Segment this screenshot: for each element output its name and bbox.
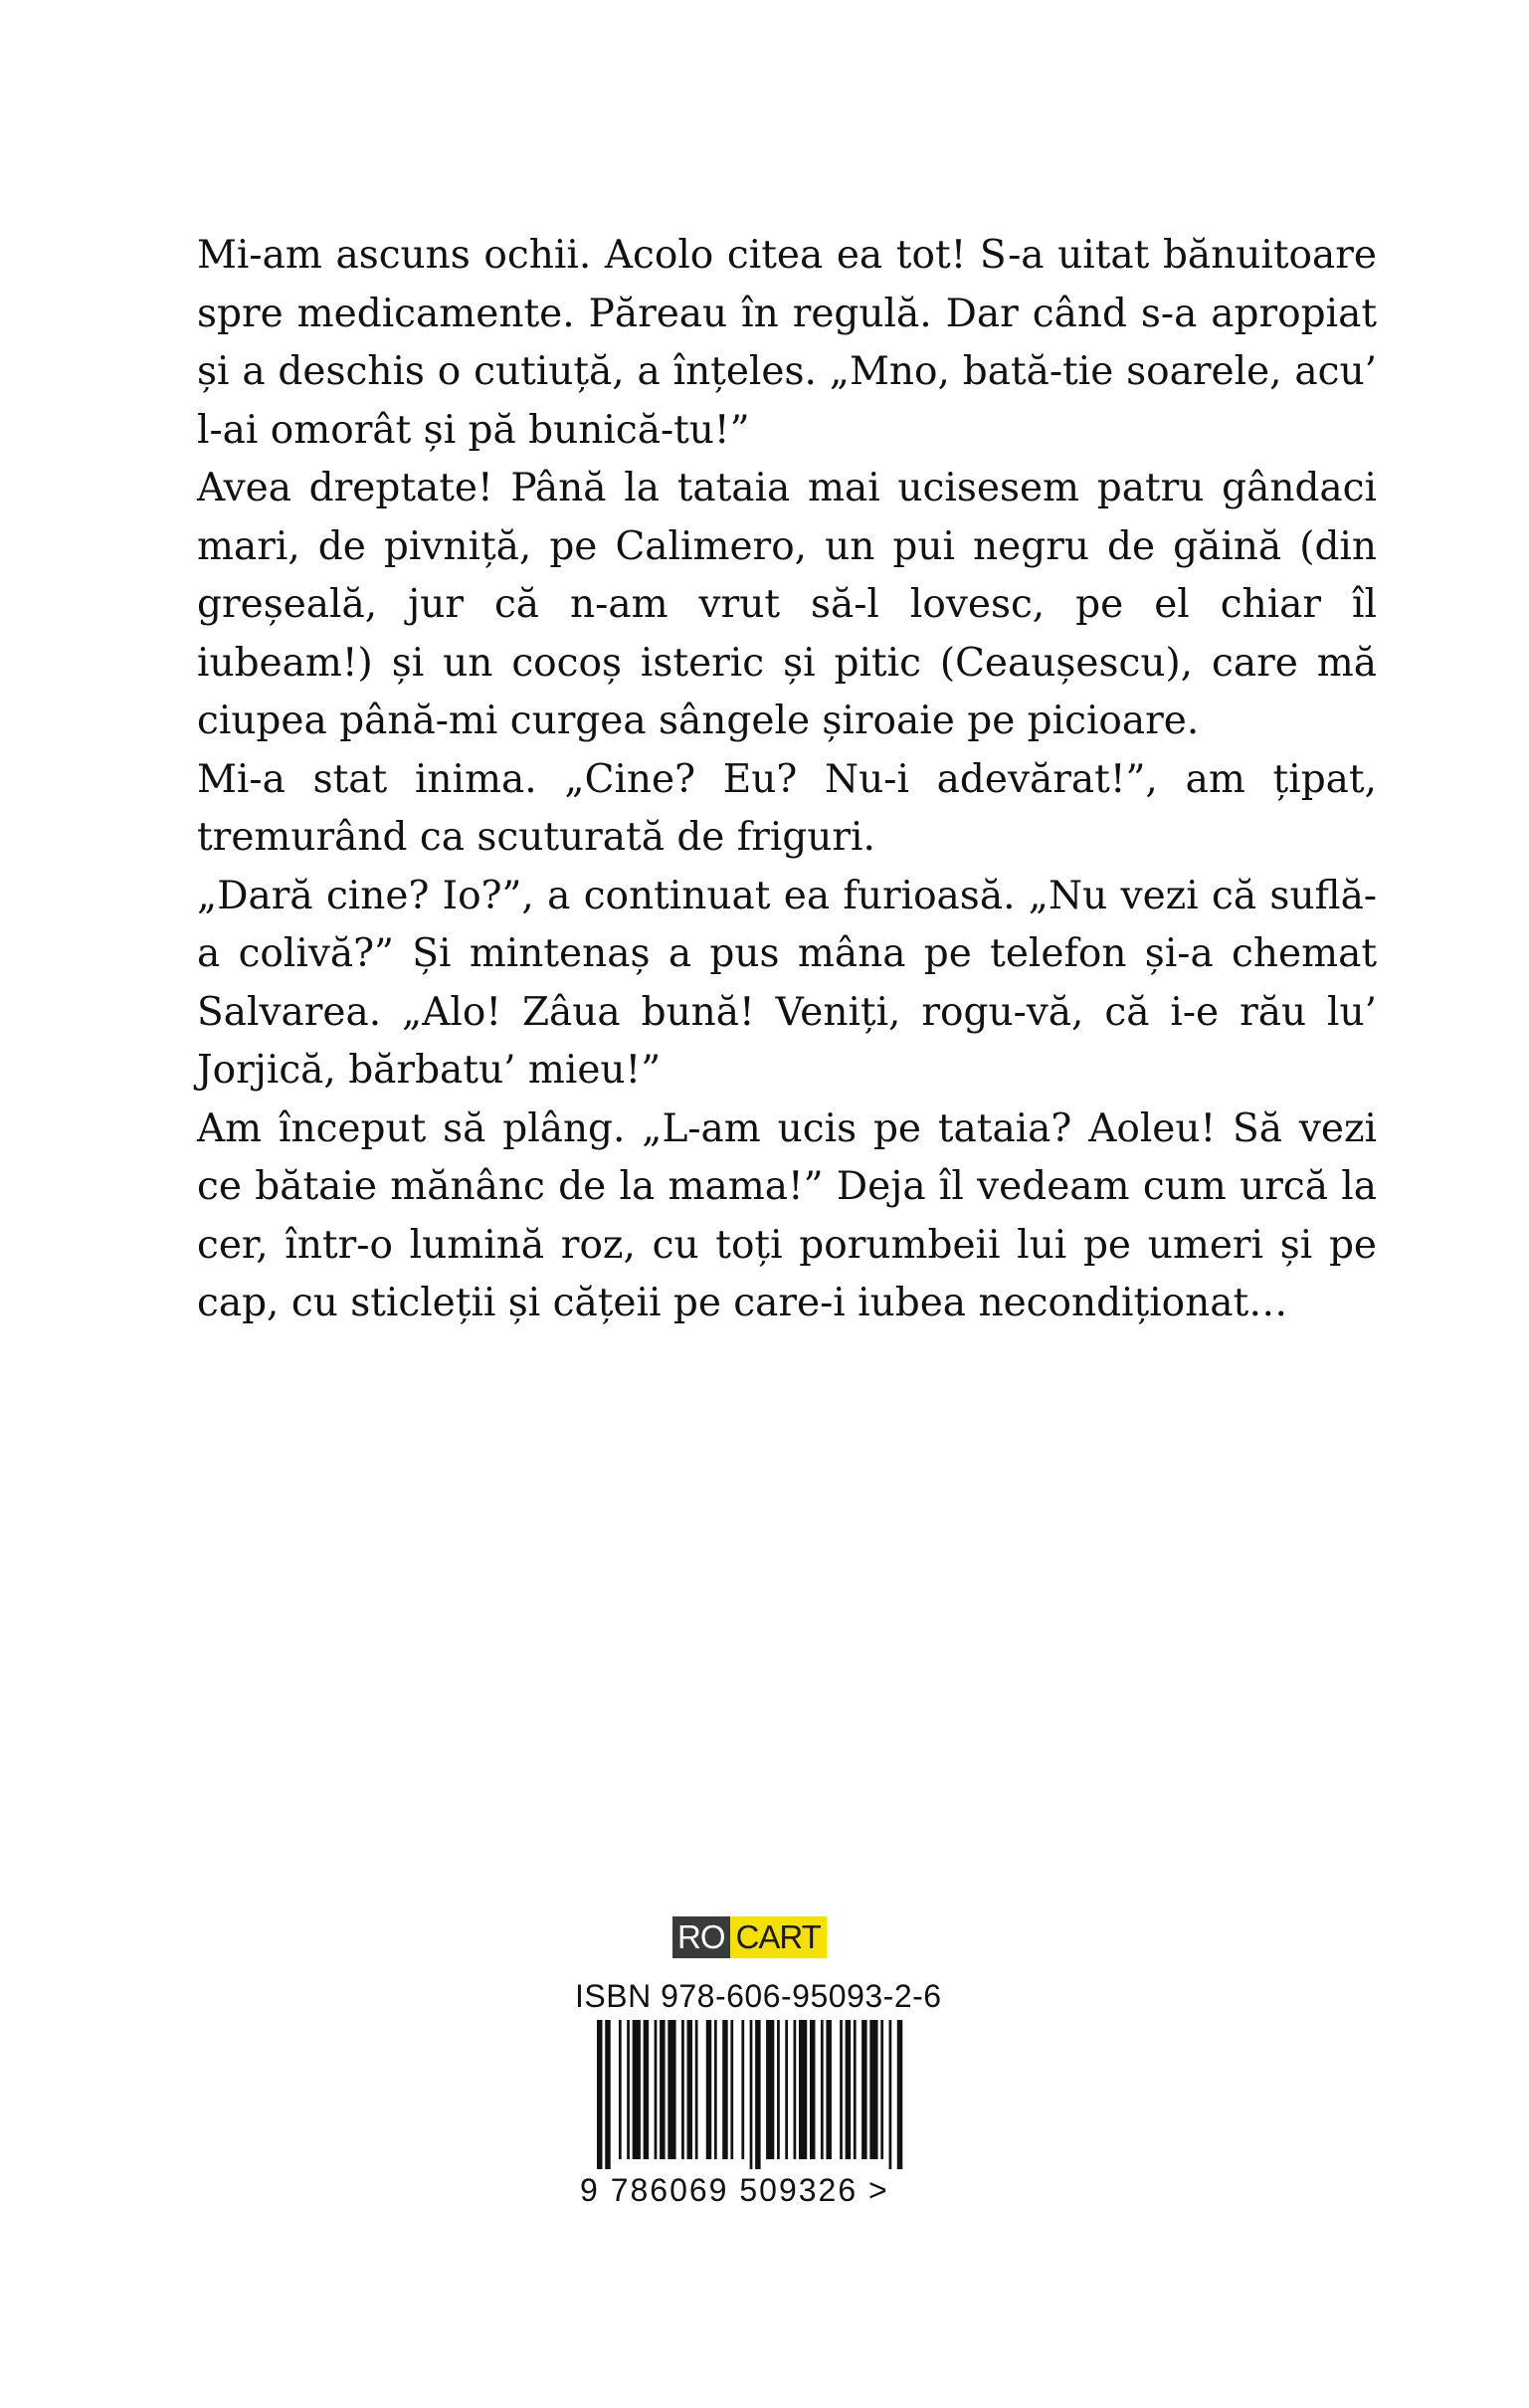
barcode-bar <box>750 2020 753 2169</box>
barcode-bar <box>714 2020 717 2159</box>
barcode-bar <box>880 2020 883 2159</box>
barcode-bar <box>869 2020 877 2159</box>
barcode-bar <box>785 2020 788 2159</box>
paragraph-4: „Dară cine? Io?”, a continuat ea furioasă. „Nu vezi că suflă-a colivă?” Și mintenaș a pus mâna pe telefon și-a chemat Salvarea. „Alo! Zâua bună! Veniți, rogu-vă, că i-e rău lu’ Jorjică, bărbatu’ mieu!” <box>197 873 1377 1093</box>
barcode-bar <box>644 2020 649 2159</box>
logo-cart-part: CART <box>730 1916 827 1958</box>
barcode-bar <box>633 2020 641 2159</box>
barcode-bar <box>627 2020 630 2159</box>
barcode-bar <box>854 2020 857 2159</box>
barcode-bar <box>810 2020 815 2159</box>
paragraph-5: Am început să plâng. „L-am ucis pe tataia? Aoleu! Să vezi ce bătaie mănânc de la mama!” Deja îl vedeam cum urcă la cer, într-o lumină roz, cu toți porumbeii lui pe umeri și pe cap, cu sticleții și cățeii pe care-i iubea necondiționat… <box>197 1105 1377 1325</box>
barcode-bar <box>681 2020 684 2159</box>
barcode-bar <box>826 2020 831 2159</box>
barcode-bar <box>605 2020 610 2169</box>
barcode-bar <box>668 2020 675 2159</box>
barcode-bar <box>846 2020 851 2159</box>
paragraph-2: Avea dreptate! Până la tataia mai ucisesem patru gândaci mari, de pivniță, pe Calimero, un pui negru de găină (din greșeală, jur că n-am vrut să-l lovesc, pe el chiar îl iubeam!) și un cocoș isteric și pitic (Ceaușescu), care mă ciupea până-mi curgea sângele șiroaie pe picioare. <box>197 466 1377 743</box>
barcode-bar <box>660 2020 665 2159</box>
barcode-bar <box>889 2020 892 2169</box>
barcode-bar <box>840 2020 843 2159</box>
barcode-bar <box>597 2020 602 2169</box>
barcode-bar <box>777 2020 780 2159</box>
barcode-bar <box>799 2020 807 2159</box>
barcode-bar <box>722 2020 727 2159</box>
barcode-bar <box>619 2020 622 2159</box>
isbn-label: ISBN 978-606-95093-2-6 <box>575 1978 942 2014</box>
barcode-digits: 9 786069 509326 > <box>580 2172 889 2208</box>
barcode-bar <box>861 2020 866 2159</box>
body-text <box>197 227 1377 1333</box>
barcode-bar <box>766 2020 774 2159</box>
logo-ro-part: RO <box>672 1916 730 1958</box>
barcode-bar <box>821 2020 824 2159</box>
barcode-icon <box>597 2020 905 2169</box>
barcode-bar <box>706 2020 711 2159</box>
barcode-bar <box>794 2020 797 2159</box>
paragraph-1: Mi-am ascuns ochii. Acolo citea ea tot! S-a uitat bănuitoare spre medicamente. Păreau în regulă. Dar când s-a apropiat și a deschis o cutiuță, a înțeles. „Mno, bată-tie soarele, acu’ l-ai omorât și pă bunică-tu!” <box>197 233 1377 453</box>
barcode-bar <box>687 2020 692 2159</box>
barcode-bar <box>695 2020 698 2159</box>
barcode-bar <box>655 2020 658 2159</box>
barcode-bar <box>755 2020 760 2169</box>
barcode-bar <box>741 2020 744 2159</box>
publisher-logo <box>672 1916 827 1958</box>
paragraph-3: Mi-a stat inima. „Cine? Eu? Nu-i adevărat!”, am țipat, tremurând ca scuturată de friguri. <box>197 756 1377 860</box>
barcode-bar <box>897 2020 902 2169</box>
barcode-bar <box>730 2020 733 2159</box>
